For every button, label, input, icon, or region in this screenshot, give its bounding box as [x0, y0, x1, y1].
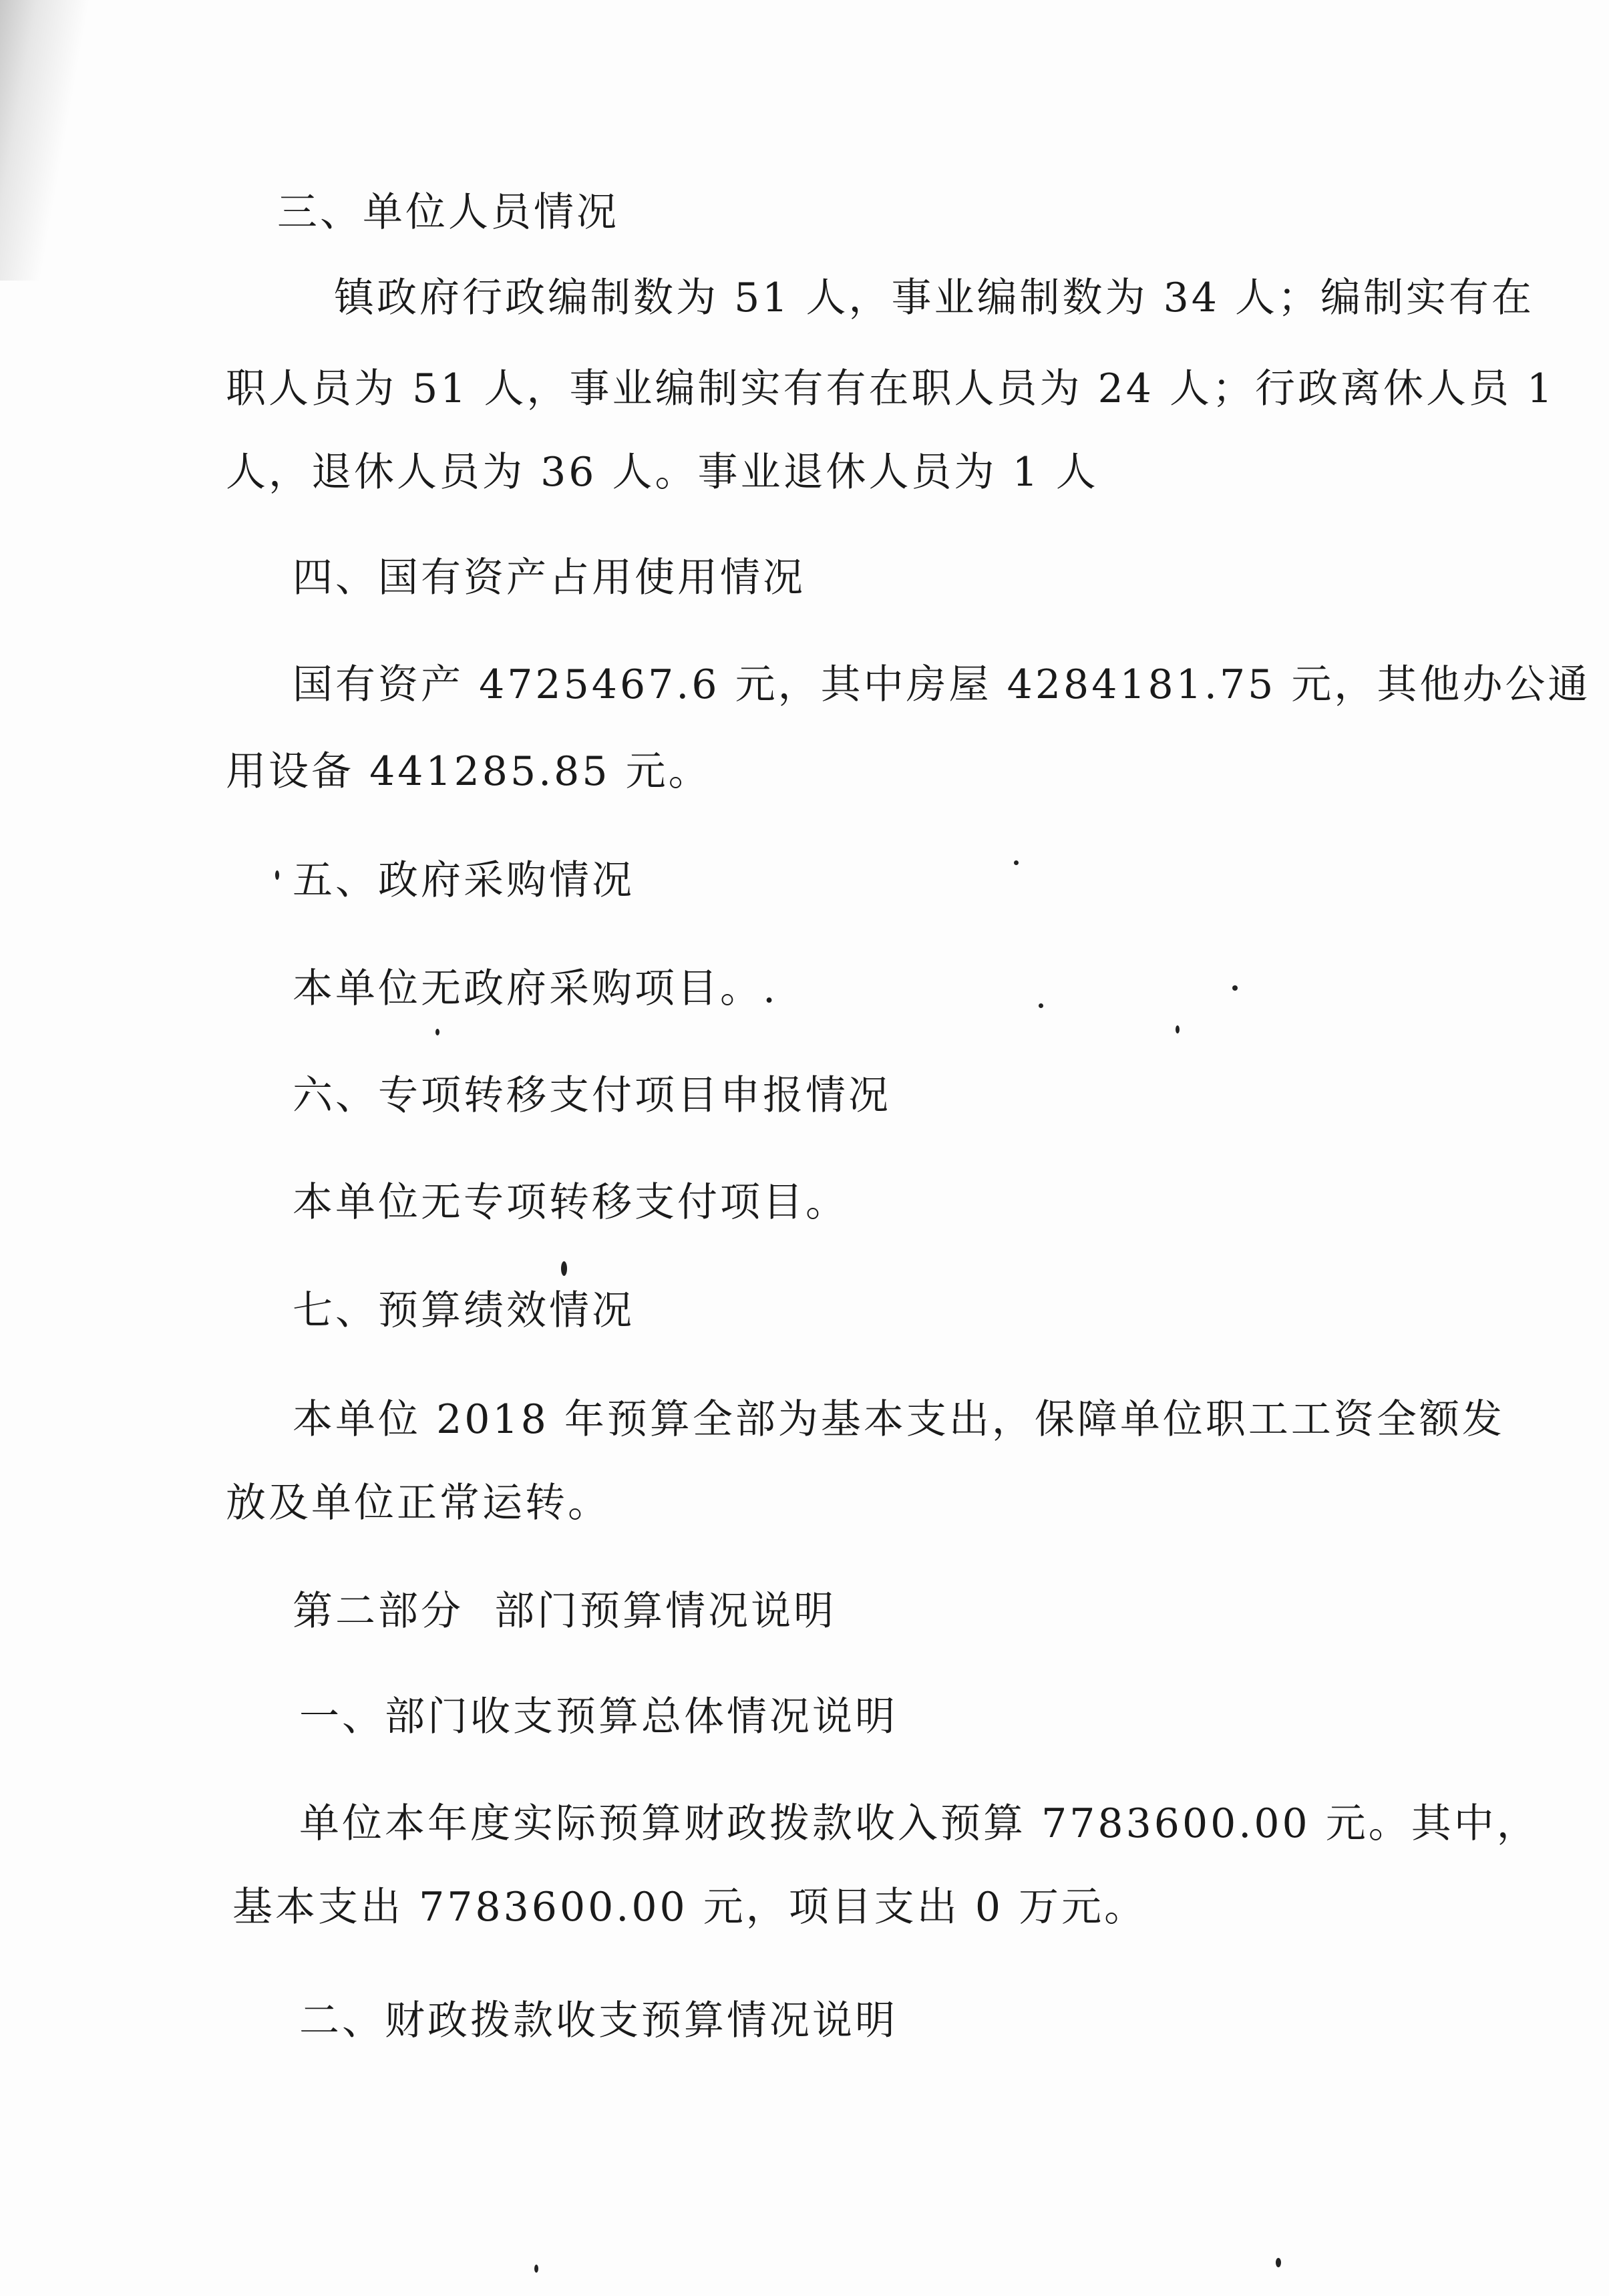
paragraph-line: 本单位无专项转移支付项目。 — [293, 1179, 848, 1226]
paragraph-line: 基本支出 7783600.00 元，项目支出 0 万元。 — [232, 1884, 1147, 1931]
scan-speck — [1176, 1025, 1180, 1033]
part-heading: 第二部分 部门预算情况说明 — [293, 1588, 837, 1635]
section-heading-personnel: 三、单位人员情况 — [277, 189, 619, 236]
paragraph-line: 本单位 2018 年预算全部为基本支出，保障单位职工工资全额发 — [293, 1396, 1505, 1443]
section-heading-assets: 四、国有资产占用使用情况 — [293, 554, 806, 601]
section-heading-procurement: 五、政府采购情况 — [293, 857, 635, 904]
section-heading-transfer: 六、专项转移支付项目申报情况 — [293, 1072, 891, 1119]
scan-speck — [275, 870, 279, 880]
section-heading-performance: 七、预算绩效情况 — [293, 1287, 635, 1334]
scan-speck — [1232, 985, 1238, 991]
section-heading-overall: 一、部门收支预算总体情况说明 — [299, 1693, 898, 1740]
section-heading-fiscal: 二、财政拨款收支预算情况说明 — [299, 1997, 898, 2044]
paragraph-line: 本单位无政府采购项目。. — [293, 965, 779, 1012]
paragraph-line: 人，退休人员为 36 人。事业退休人员为 1 人 — [226, 449, 1099, 496]
paragraph-line: 镇政府行政编制数为 51 人，事业编制数为 34 人；编制实有在 — [334, 275, 1534, 321]
paragraph-line: 用设备 441285.85 元。 — [226, 748, 711, 795]
scan-speck — [534, 2265, 538, 2273]
paragraph-line: 职人员为 51 人，事业编制实有有在职人员为 24 人；行政离休人员 1 — [226, 365, 1556, 412]
scan-speck — [1276, 2258, 1281, 2267]
scan-shadow — [0, 0, 100, 281]
scan-speck — [1014, 860, 1019, 865]
scan-speck — [1039, 1003, 1043, 1008]
scan-speck — [561, 1261, 567, 1276]
paragraph-line: 单位本年度实际预算财政拨款收入预算 7783600.00 元。其中， — [299, 1800, 1540, 1847]
paragraph-line: 放及单位正常运转。 — [226, 1480, 610, 1526]
paragraph-line: 国有资产 4725467.6 元，其中房屋 4284181.75 元，其他办公通 — [293, 661, 1591, 708]
scan-speck — [435, 1029, 439, 1035]
